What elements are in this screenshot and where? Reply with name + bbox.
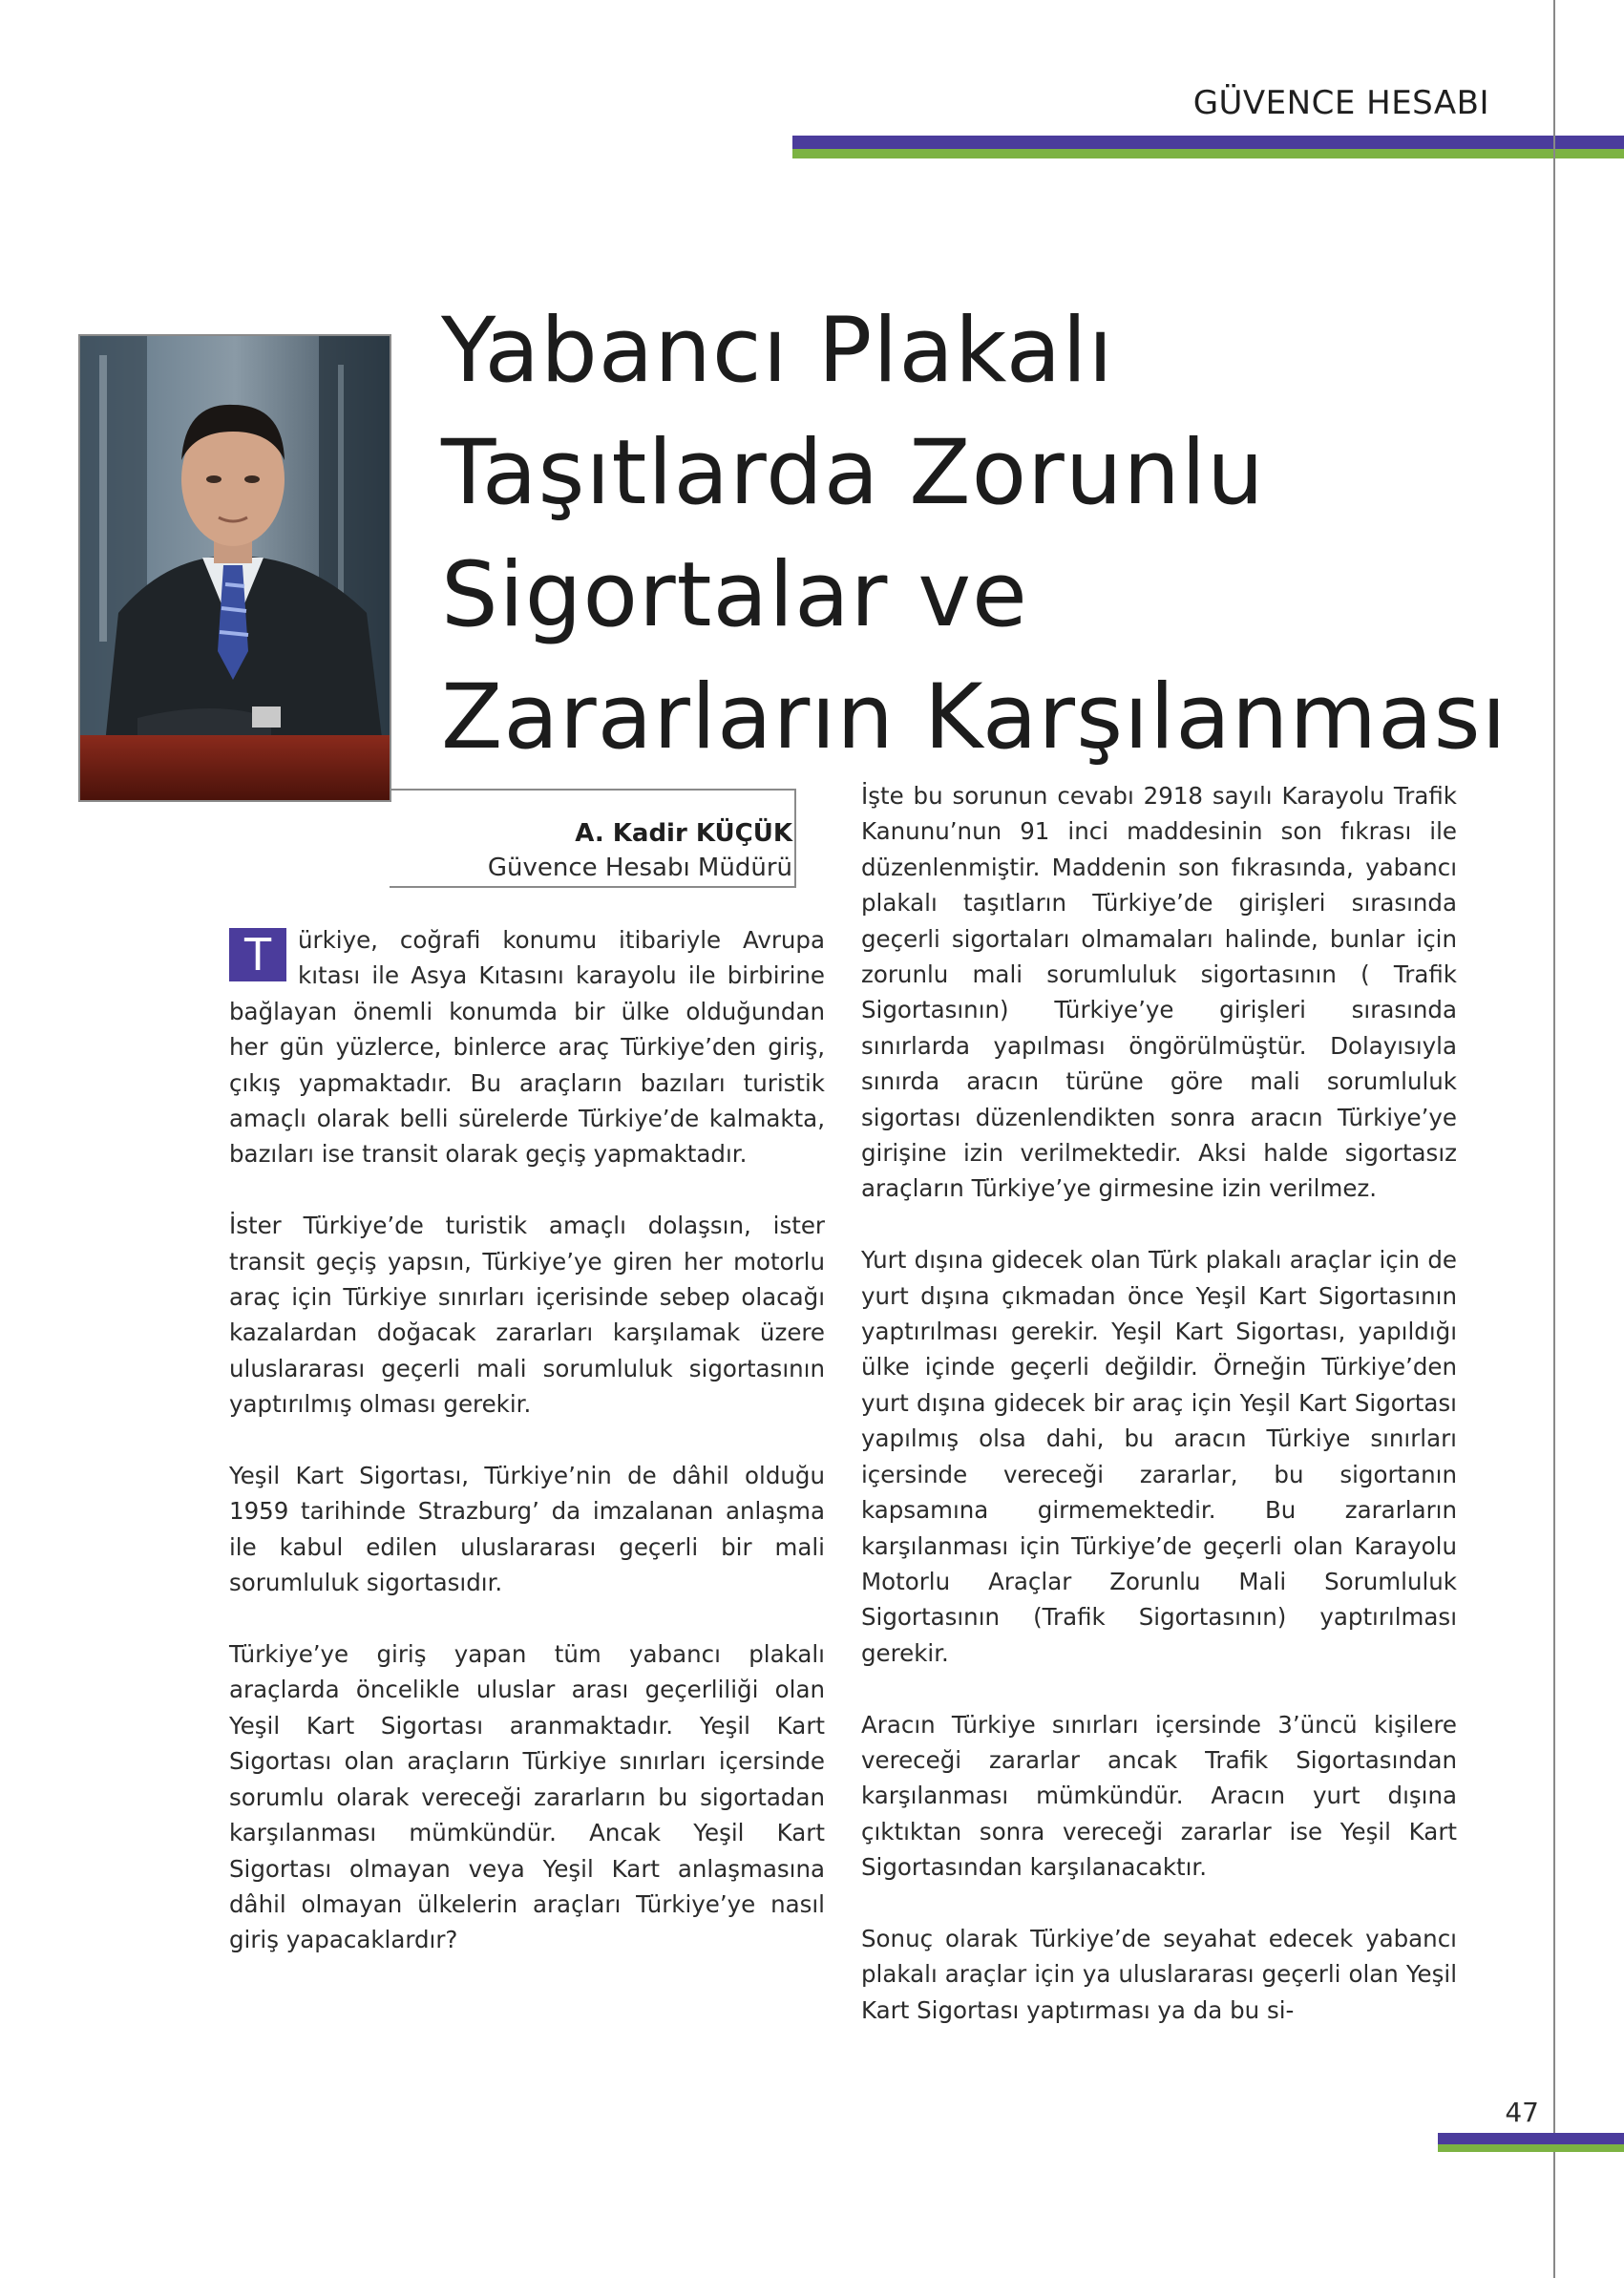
paragraph: İşte bu sorunun cevabı 2918 sayılı Karayolu Trafik Kanunu’nun 91 inci maddesinin son fıkrası ile düzenlenmiştir. Maddenin son fıkrasında, yabancı plakalı taşıtların Türkiye’de girişleri sırasında geçerli sigortaları olmamaları halinde, bunlar için zorunlu mali sorumluluk sigortasının ( Trafik Sigortasının) Türkiye’ye girişleri sırasında sınırlarda yapılması öngörülmüştür. Dolayısıyla sınırda aracın türüne göre mali sorumluluk sigortası düzenlendikten sonra aracın Türkiye’ye girişine izin verilmektedir. Aksi halde sigortasız araçların Türkiye’ye girmesine izin verilmez.	[861, 782, 1457, 1203]
article-column-left	[229, 922, 825, 1993]
title-line: Zararların Karşılanması	[441, 665, 1508, 770]
header-accent-bar-purple	[792, 136, 1624, 149]
author-photo	[78, 334, 391, 802]
footer-accent-bar-green	[1438, 2144, 1624, 2152]
header-accent-bar-green	[792, 149, 1624, 158]
article-title	[441, 290, 1529, 779]
title-line: Sigortalar ve	[441, 543, 1028, 647]
paragraph: Sonuç olarak Türkiye’de seyahat edecek yabancı plakalı araçlar için ya uluslararası geçerli olan Yeşil Kart Sigortası yaptırması ya da bu si-	[861, 1924, 1457, 2024]
author-role: Güvence Hesabı Müdürü	[487, 854, 792, 882]
paragraph: Aracın Türkiye sınırları içersinde 3’üncü kişilere vereceği zararlar ancak Trafik Sigortasından karşılanması mümkündür. Aracın yurt dışına çıktıktan sonra vereceği zararlar ise Yeşil Kart Sigortasından karşılanacaktır.	[861, 1710, 1457, 1882]
title-line: Yabancı Plakalı	[441, 299, 1114, 403]
paragraph: İster Türkiye’de turistik amaçlı dolaşsın, ister transit geçiş yapsın, Türkiye’ye giren her motorlu araç için Türkiye sınırları içerisinde sebep olacağı kazalardan doğacak zararları karşılamak üzere uluslararası geçerli mali sorumluluk sigortasının yaptırılmış olması gerekir.	[229, 1212, 825, 1419]
paragraph-text: ürkiye, coğrafi konumu itibariyle Avrupa kıtası ile Asya Kıtasını karayolu ile birbirine bağlayan önemli konumda bir ülke olduğundan her gün yüzlerce, binlerce araç Türkiye’den giriş, çıkış yapmaktadır. Bu araçların bazıları turistik amaçlı olarak belli sürelerde Türkiye’de kalmakta, bazıları ise transit olarak geçiş yapmaktadır.	[229, 926, 825, 1169]
page-margin-rule	[1553, 0, 1555, 2278]
drop-cap: T	[229, 928, 286, 981]
paragraph: Yeşil Kart Sigortası, Türkiye’nin de dâhil olduğu 1959 tarihinde Strazburg’ da imzalanan anlaşma ile kabul edilen uluslararası geçerli bir mali sorumluluk sigortasıdır.	[229, 1462, 825, 1597]
title-line: Taşıtlarda Zorunlu	[441, 421, 1265, 525]
author-name: A. Kadir KÜÇÜK	[575, 819, 792, 848]
footer-accent-bar-purple	[1438, 2133, 1624, 2144]
paragraph: Yurt dışına gidecek olan Türk plakalı araçlar için de yurt dışına çıkmadan önce Yeşil Kart Sigortasının yaptırılması gerekir. Yeşil Kart Sigortası, yapıldığı ülke içinde geçerli değildir. Örneğin Türkiye’den yurt dışına gidecek bir araç için Yeşil Kart Sigortası yapılmış olsa dahi, bu aracın Türkiye sınırları içersinde vereceği zararlar, bu sigortanın kapsamına girmemektedir. Bu zararların karşılanması için Türkiye’de geçerli olan Karayolu Motorlu Araçlar Zorunlu Mali Sorumluluk Sigortasının (Trafik Sigortasının) yaptırılması gerekir.	[861, 1246, 1457, 1667]
article-column-right	[861, 778, 1457, 2064]
paragraph: Türkiye’ye giriş yapan tüm yabancı plakalı araçlarda öncelikle uluslar arası geçerliliği olan Yeşil Kart Sigortası aranmaktadır. Yeşil Kart Sigortası olan araçların Türkiye sınırları içersinde sorumlu olarak vereceği zararların bu sigortadan karşılanması mümkündür. Ancak Yeşil Kart Sigortası olmayan veya Yeşil Kart anlaşmasına dâhil olmayan ülkelerin araçları Türkiye’ye nasıl giriş yapacaklardır?	[229, 1640, 825, 1954]
page-number: 47	[1505, 2097, 1539, 2128]
paragraph	[229, 922, 825, 1172]
section-label: GÜVENCE HESABI	[1192, 84, 1489, 122]
